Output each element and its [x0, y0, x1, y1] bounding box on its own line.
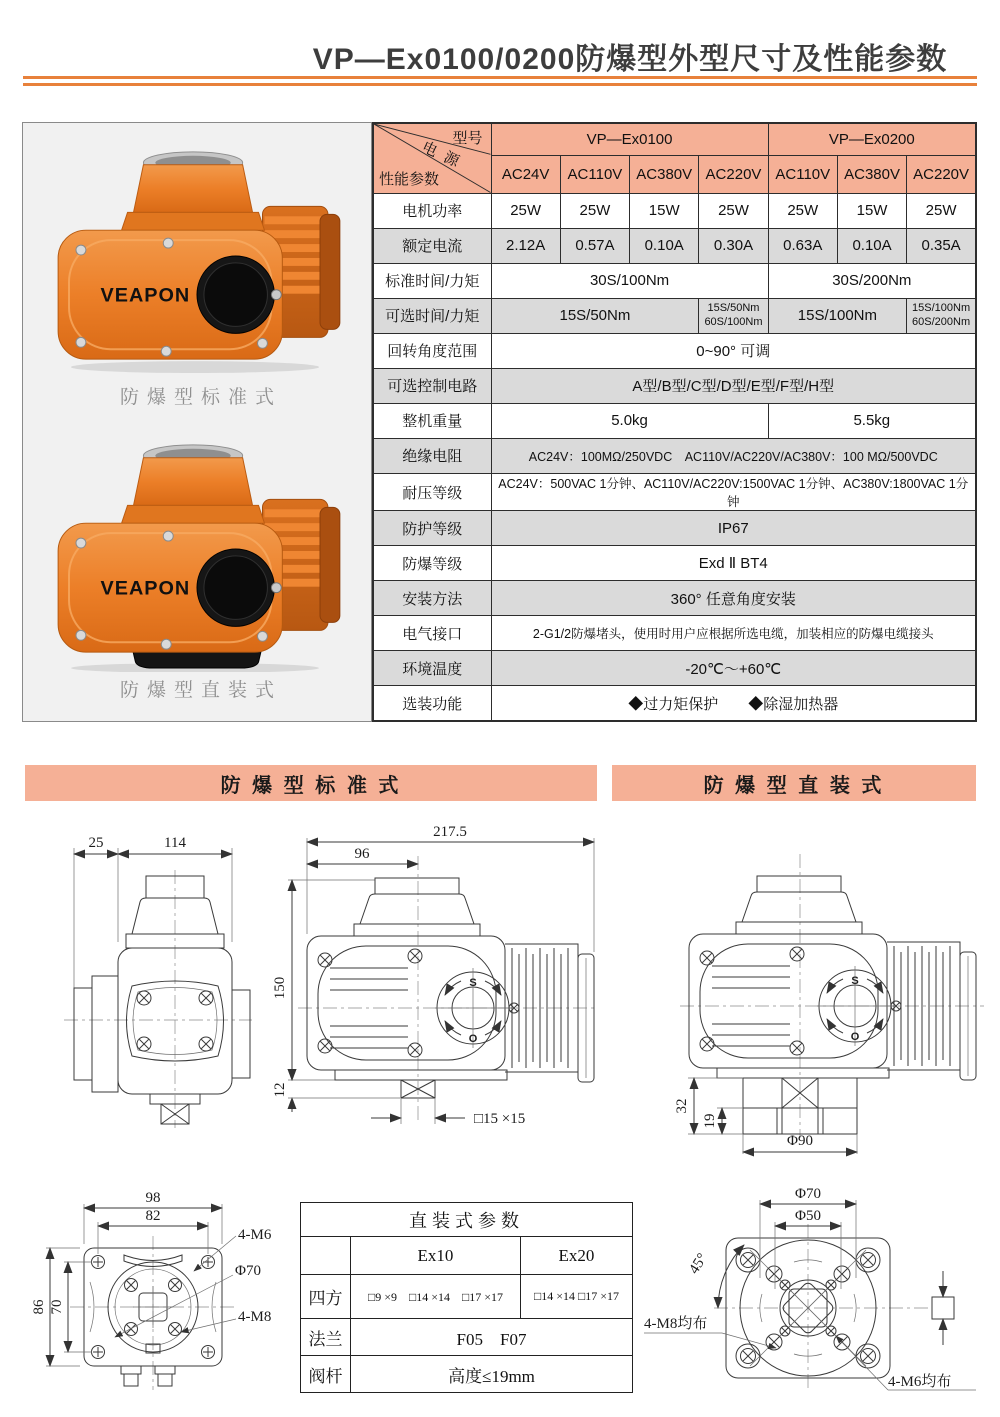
spec-model-header-row — [373, 123, 976, 155]
spec-value-cell: 30S/200Nm — [768, 263, 976, 298]
callout-label: 4-M6均布 — [888, 1374, 952, 1390]
spec-row-label: 可选控制电路 — [373, 368, 491, 403]
spec-value-cell: Exd Ⅱ BT4 — [491, 546, 976, 581]
heat-sink-fins — [505, 944, 594, 1082]
spec-value-cell: 360° 任意角度安装 — [491, 581, 976, 616]
callout-label: 4-M6 — [238, 1227, 272, 1243]
mount-row — [301, 1275, 633, 1319]
spec-voltage-header: AC110V — [768, 155, 837, 193]
spec-row — [373, 581, 976, 616]
spec-row — [373, 298, 976, 333]
square-shaft-symbol — [932, 1297, 954, 1319]
dimension-label: 70 — [49, 1299, 65, 1315]
spec-voltage-header: AC380V — [837, 155, 906, 193]
spec-value-cell: 2.12A — [491, 228, 560, 263]
spec-row-label: 可选时间/力矩 — [373, 298, 491, 333]
dimension-label: Φ90 — [787, 1133, 813, 1149]
dimension-label: 150 — [272, 976, 288, 1000]
spec-value-cell: 15S/50Nm 60S/100Nm — [699, 298, 768, 333]
spec-row-label: 绝缘电阻 — [373, 438, 491, 473]
mount-row-label: 法兰 — [301, 1319, 351, 1356]
spec-row — [373, 546, 976, 581]
mount-value-cell: F05 F07 — [351, 1319, 633, 1356]
spec-row — [373, 403, 976, 438]
section-bar-standard: 防 爆 型 标 准 式 — [25, 765, 597, 801]
spec-row-label: 防爆等级 — [373, 546, 491, 581]
spec-row — [373, 228, 976, 263]
standard-actuator-photo — [23, 129, 371, 379]
spec-value-cell: A型/B型/C型/D型/E型/F型/H型 — [491, 368, 976, 403]
dimension-label: 82 — [145, 1208, 161, 1224]
direct-actuator-photo — [23, 422, 371, 672]
callout-label: 4-M8 — [238, 1309, 272, 1325]
mount-row-label: 四方 — [301, 1275, 351, 1319]
spec-row-label: 标准时间/力矩 — [373, 263, 491, 298]
spec-row-label: 环境温度 — [373, 651, 491, 686]
spec-table-body — [373, 193, 976, 721]
spec-value-cell: 0.10A — [630, 228, 699, 263]
drawing-standard-bottom-view — [22, 1178, 322, 1413]
mount-row — [301, 1319, 633, 1356]
position-indicator-dial — [435, 968, 519, 1048]
standard-photo-caption: 防爆型标准式 — [119, 387, 282, 408]
spec-value-cell: 2-G1/2防爆堵头，使用时用户应根据所选电缆，加装相应的防爆电缆接头 — [491, 616, 976, 651]
spec-row-label: 电机功率 — [373, 193, 491, 228]
spec-value-cell: 15W — [837, 193, 906, 228]
standard-actuator-figure — [23, 129, 371, 412]
mount-params-table — [300, 1202, 633, 1393]
product-photo-panel — [22, 122, 372, 722]
heat-sink-fins — [887, 942, 976, 1080]
page-title: VP—Ex0100/0200防爆型外型尺寸及性能参数 — [312, 43, 948, 76]
spec-value-cell: 15S/100Nm — [768, 298, 907, 333]
cable-gland-connectors — [121, 1366, 175, 1386]
mount-header-row — [301, 1237, 633, 1275]
mount-table-body — [301, 1275, 633, 1393]
mount-value-cell: □9 ×9 □14 ×14 □17 ×17 — [351, 1275, 521, 1319]
mount-col-header: Ex20 — [521, 1237, 633, 1275]
spec-row — [373, 193, 976, 228]
dimension-label: 114 — [164, 835, 186, 851]
spec-value-cell: 5.5kg — [768, 403, 976, 438]
corner-model-label: 型号 — [452, 130, 483, 147]
spec-row — [373, 263, 976, 298]
spec-value-cell: AC24V：100MΩ/250VDC AC110V/AC220V/AC380V：100 MΩ/500VDC — [491, 438, 976, 473]
dial-open-label: O — [850, 1031, 860, 1043]
spec-value-cell: -20℃～+60℃ — [491, 651, 976, 686]
mount-value-cell: □14 ×14 □17 ×17 — [521, 1275, 633, 1319]
spec-row — [373, 616, 976, 651]
spec-value-cell: 0.63A — [768, 228, 837, 263]
title-underline-2 — [23, 83, 977, 86]
spec-row-label: 防护等级 — [373, 511, 491, 546]
corner-param-label: 性能参数 — [379, 170, 440, 188]
dimension-label: 86 — [31, 1299, 47, 1315]
spec-value-cell: AC24V：500VAC 1分钟、AC110V/AC220V:1500VAC 1分钟、AC380V:1800VAC 1分钟 — [491, 474, 976, 511]
mount-value-cell: 高度≤19mm — [351, 1356, 633, 1393]
dimension-label: 12 — [272, 1082, 288, 1098]
drawing-standard-side-view — [240, 818, 605, 1148]
spec-value-cell: 0~90° 可调 — [491, 333, 976, 368]
spec-voltage-header: AC220V — [907, 155, 976, 193]
spec-table — [372, 122, 977, 722]
spec-row — [373, 686, 976, 721]
shaft-size-label: □15 ×15 — [474, 1111, 526, 1127]
spec-value-cell: 0.35A — [907, 228, 976, 263]
spec-row-label: 回转角度范围 — [373, 333, 491, 368]
direct-actuator-figure — [23, 422, 371, 705]
spec-row — [373, 368, 976, 403]
dimension-label: 96 — [354, 846, 370, 862]
spec-voltage-header: AC380V — [630, 155, 699, 193]
spec-voltage-header: AC24V — [491, 155, 560, 193]
dimension-label: 45° — [686, 1250, 711, 1278]
spec-value-cell: 25W — [907, 193, 976, 228]
spec-row-label: 选装功能 — [373, 686, 491, 721]
cover-screws — [318, 949, 422, 1057]
spec-model-header: VP—Ex0100 — [491, 123, 768, 155]
dial-shut-label: S — [851, 975, 859, 987]
spec-row — [373, 438, 976, 473]
spec-value-cell: 0.30A — [699, 228, 768, 263]
spec-voltage-header: AC110V — [560, 155, 629, 193]
spec-row-label: 电气接口 — [373, 616, 491, 651]
drawing-standard-front-view — [28, 822, 258, 1132]
drawing-direct-side-view — [622, 816, 992, 1161]
spec-value-cell: 15W — [630, 193, 699, 228]
spec-row-label: 整机重量 — [373, 403, 491, 438]
spec-row-label: 额定电流 — [373, 228, 491, 263]
spec-value-cell: 15S/100Nm 60S/200Nm — [907, 298, 976, 333]
mount-col-header: Ex10 — [351, 1237, 521, 1275]
dial-shut-label: S — [469, 977, 477, 989]
spec-row — [373, 333, 976, 368]
title-underline — [23, 76, 977, 79]
dimension-label: 25 — [88, 835, 104, 851]
section-bar-direct: 防 爆 型 直 装 式 — [612, 765, 976, 801]
spec-row-label: 安装方法 — [373, 581, 491, 616]
position-indicator-dial — [817, 966, 901, 1046]
spec-value-cell: 0.57A — [560, 228, 629, 263]
spec-value-cell: 30S/100Nm — [491, 263, 768, 298]
dimension-label: 32 — [674, 1098, 690, 1114]
spec-row — [373, 651, 976, 686]
spec-value-cell: 15S/50Nm — [491, 298, 699, 333]
mount-row — [301, 1356, 633, 1393]
spec-value-cell: 25W — [560, 193, 629, 228]
dimension-label: Φ70 — [795, 1186, 821, 1202]
corner-power-label: 电源 — [419, 138, 470, 175]
spec-row — [373, 511, 976, 546]
cover-screws — [700, 947, 804, 1055]
brand-label: VEAPON — [100, 284, 191, 307]
dimension-label: 19 — [702, 1113, 718, 1129]
callout-label: 4-M8均布 — [644, 1316, 708, 1332]
brand-label: VEAPON — [100, 577, 191, 600]
mount-row-label: 阀杆 — [301, 1356, 351, 1393]
spec-corner-cell — [373, 123, 491, 193]
mount-blank-cell — [301, 1237, 351, 1275]
spec-value-cell: 0.10A — [837, 228, 906, 263]
spec-value-cell: 25W — [699, 193, 768, 228]
spec-row-label: 耐压等级 — [373, 474, 491, 511]
drawing-direct-bottom-view — [638, 1178, 988, 1415]
spec-value-cell: IP67 — [491, 511, 976, 546]
spec-model-header: VP—Ex0200 — [768, 123, 976, 155]
dimension-label: Φ50 — [795, 1208, 821, 1224]
spec-value-cell: 25W — [768, 193, 837, 228]
dimension-label: 98 — [145, 1190, 161, 1206]
mount-title-row — [301, 1203, 633, 1237]
dimension-label: 217.5 — [433, 824, 467, 840]
spec-value-cell: ◆过力矩保护 ◆除湿加热器 — [491, 686, 976, 721]
direct-photo-caption: 防爆型直装式 — [119, 680, 282, 701]
dial-open-label: O — [468, 1033, 478, 1045]
spec-value-cell: 5.0kg — [491, 403, 768, 438]
spec-value-cell: 25W — [491, 193, 560, 228]
spec-row — [373, 474, 976, 511]
spec-voltage-header: AC220V — [699, 155, 768, 193]
mount-table-title: 直装式参数 — [301, 1203, 633, 1237]
callout-label: Φ70 — [235, 1263, 261, 1279]
